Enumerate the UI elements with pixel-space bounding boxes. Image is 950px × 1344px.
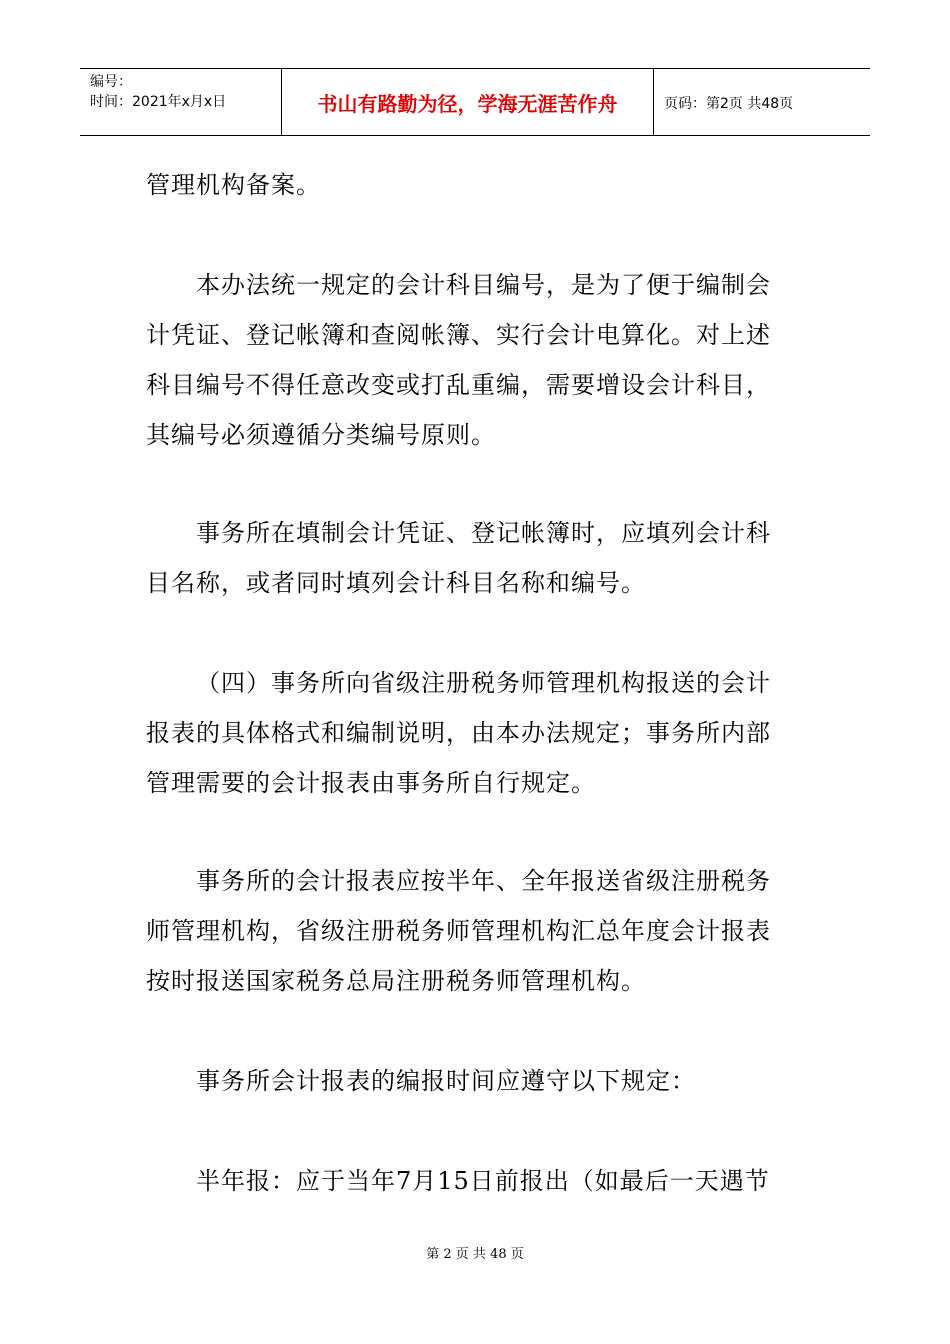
paragraph-4 bbox=[146, 856, 796, 1006]
paragraph-2 bbox=[146, 508, 796, 608]
header-info-cell bbox=[80, 69, 282, 135]
text-line: 科目编号不得任意改变或打乱重编，需要增设会计科目， bbox=[146, 371, 771, 399]
text-line: （四）事务所向省级注册税务师管理机构报送的会计 bbox=[196, 669, 771, 697]
page-footer bbox=[0, 1246, 950, 1264]
text-line: 事务所会计报表的编报时间应遵守以下规定： bbox=[196, 1067, 696, 1095]
page-header bbox=[80, 68, 870, 136]
text-line: 报表的具体格式和编制说明，由本办法规定；事务所内部 bbox=[146, 719, 771, 747]
text-line: 管理机构备案。 bbox=[146, 171, 321, 199]
text-line: 半年报：应于当年7月15日前报出（如最后一天遇节 bbox=[196, 1167, 770, 1195]
doc-id-label: 编号： bbox=[90, 74, 132, 90]
header-page-cell bbox=[654, 69, 870, 135]
header-page-number: 页码：第2页 共48页 bbox=[664, 96, 794, 112]
text-line: 按时报送国家税务总局注册税务师管理机构。 bbox=[146, 967, 646, 995]
doc-date-label: 时间：2021年x月x日 bbox=[90, 94, 227, 110]
paragraph-0 bbox=[146, 160, 796, 210]
header-motto: 书山有路勤为径，学海无涯苦作舟 bbox=[317, 92, 618, 116]
text-line: 计凭证、登记帐簿和查阅帐簿、实行会计电算化。对上述 bbox=[146, 321, 771, 349]
paragraph-5 bbox=[146, 1056, 796, 1106]
text-line: 师管理机构，省级注册税务师管理机构汇总年度会计报表 bbox=[146, 917, 771, 945]
header-motto-cell bbox=[282, 69, 654, 135]
paragraph-3 bbox=[146, 658, 796, 808]
paragraph-1 bbox=[146, 260, 796, 460]
text-line: 事务所在填制会计凭证、登记帐簿时，应填列会计科 bbox=[196, 519, 771, 547]
footer-page-number: 第 2 页 共 48 页 bbox=[426, 1247, 524, 1262]
text-line: 目名称，或者同时填列会计科目名称和编号。 bbox=[146, 569, 646, 597]
text-line: 本办法统一规定的会计科目编号，是为了便于编制会 bbox=[196, 271, 771, 299]
text-line: 管理需要的会计报表由事务所自行规定。 bbox=[146, 769, 596, 797]
paragraph-6 bbox=[146, 1156, 796, 1206]
text-line: 其编号必须遵循分类编号原则。 bbox=[146, 421, 496, 449]
text-line: 事务所的会计报表应按半年、全年报送省级注册税务 bbox=[196, 867, 771, 895]
